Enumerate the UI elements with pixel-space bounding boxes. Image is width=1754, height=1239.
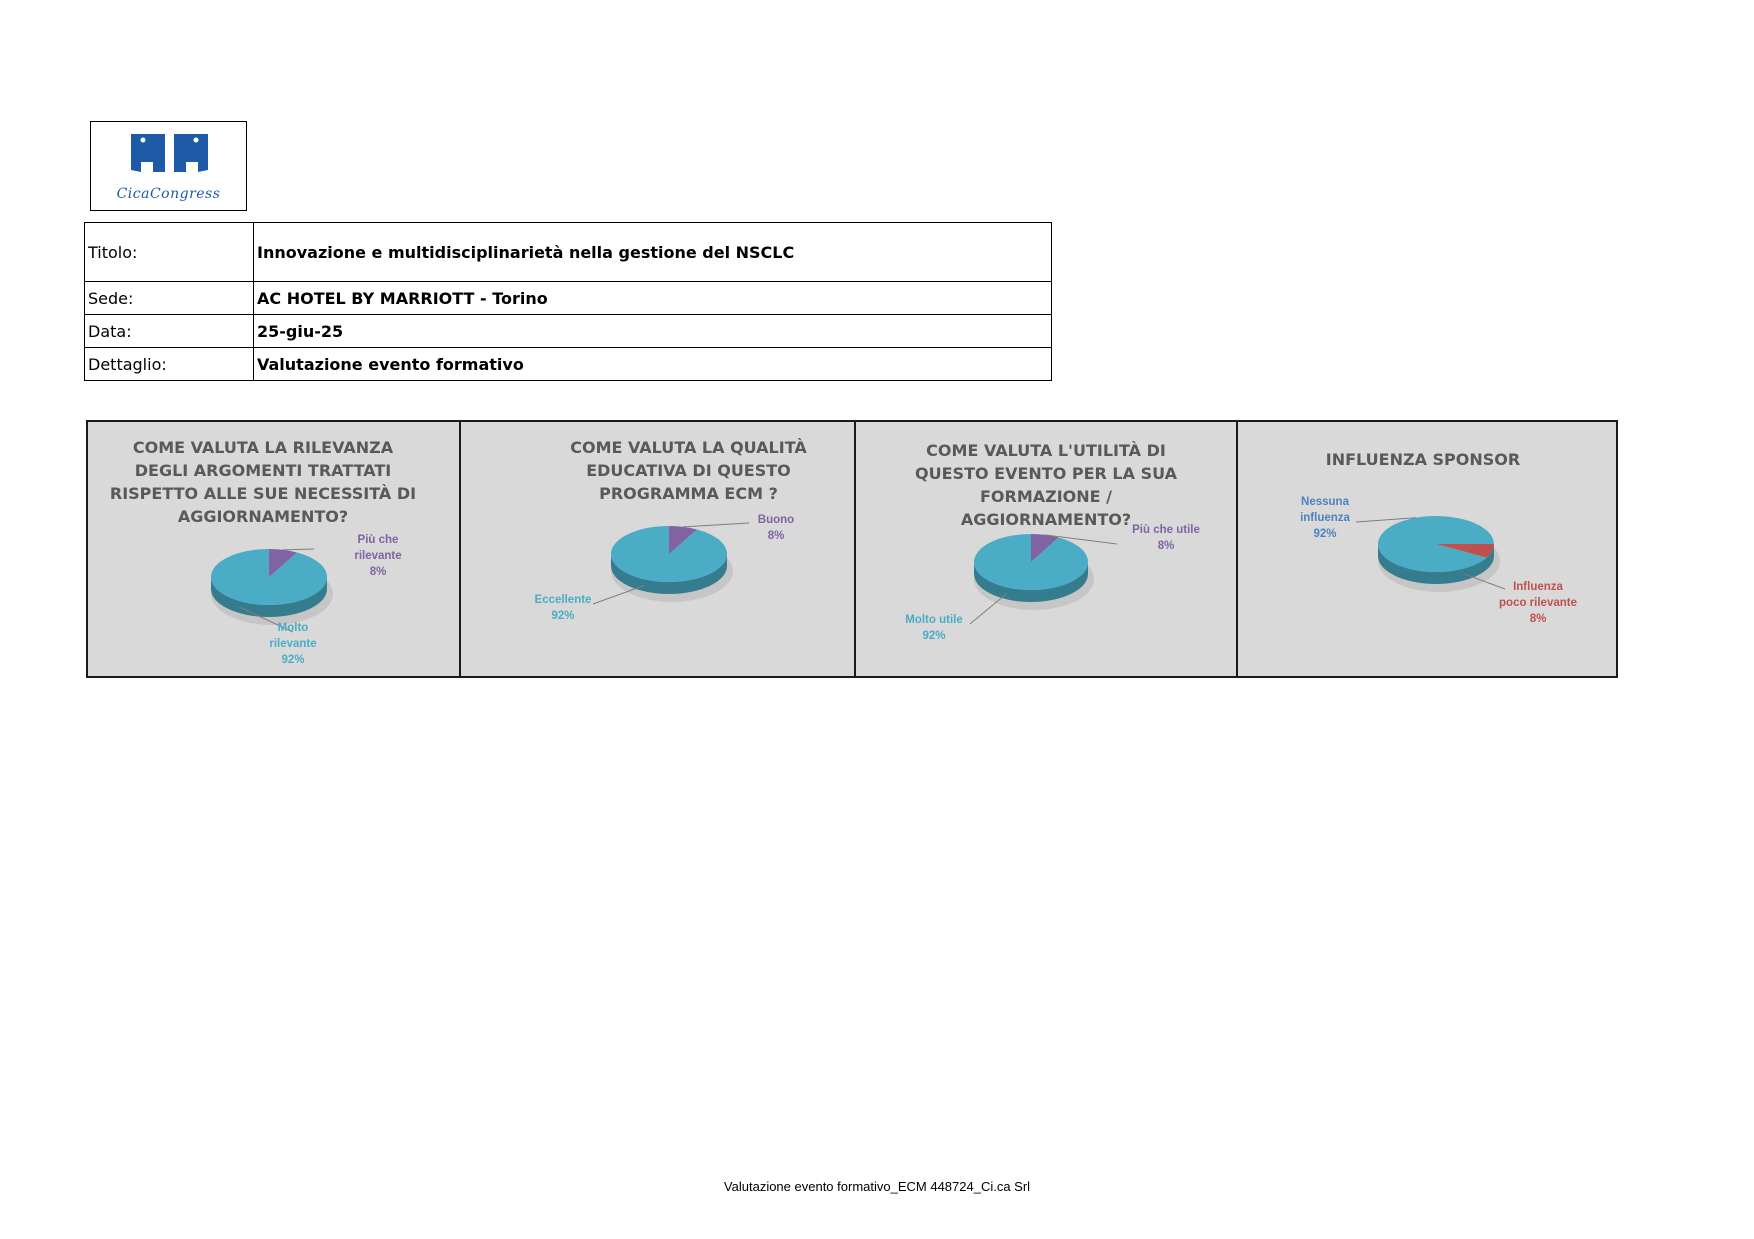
leader-line [683,523,749,527]
chart-panel-quality [459,420,856,678]
leader-line [283,549,314,550]
logo-text: CicaCongress [116,186,221,202]
data-label-name: Più che utile [1132,524,1200,536]
data-label-name: Buono [757,514,795,526]
chart-panel-sponsor [1236,420,1618,678]
info-label: Titolo: [85,223,254,282]
data-label-name: Nessuna influenza [1300,496,1350,524]
info-label: Dettaglio: [85,348,254,381]
data-label-name: Molto utile [905,614,963,626]
data-label [751,512,801,544]
data-label-name: Molto rilevante [269,622,317,650]
info-row-sede [85,282,1052,315]
data-label-value: 92% [922,630,946,642]
data-label [523,592,603,624]
info-label: Data: [85,315,254,348]
chart-panel-utility [854,420,1238,678]
data-label-name: Eccellente [534,594,592,606]
charts-row [86,420,1620,680]
data-label [1290,494,1360,542]
logo [90,121,247,211]
page-footer: Valutazione evento formativo_ECM 448724_Ci.ca Srl [723,1179,1031,1194]
info-row-data [85,315,1052,348]
event-info-table [84,222,1052,381]
info-value: Innovazione e multidisciplinarietà nella gestione del NSCLC [254,223,1052,282]
info-row-dettaglio [85,348,1052,381]
data-label-value: 92% [281,654,305,666]
data-label [1498,579,1578,627]
data-label [343,532,413,580]
info-value: Valutazione evento formativo [254,348,1052,381]
info-label: Sede: [85,282,254,315]
pie-chart [461,422,858,680]
info-value: 25-giu-25 [254,315,1052,348]
data-label [258,620,328,668]
info-value: AC HOTEL BY MARRIOTT - Torino [254,282,1052,315]
data-label-name: Influenza poco rilevante [1499,581,1577,609]
data-label [894,612,974,644]
data-label-value: 8% [1529,613,1547,625]
chart-panel-relevance [86,420,461,678]
pie-chart [1238,422,1620,680]
data-label-value: 92% [1313,528,1337,540]
data-label-value: 8% [767,530,785,542]
chart-title: COME VALUTA L'UTILITÀ DI QUESTO EVENTO PER LA SUA FORMAZIONE / AGGIORNAMENTO? [915,441,1177,529]
chart-title: INFLUENZA SPONSOR [1325,450,1521,469]
data-label [1116,522,1216,554]
data-label-value: 92% [551,610,575,622]
data-label-value: 8% [369,566,387,578]
chart-title: COME VALUTA LA RILEVANZA DEGLI ARGOMENTI TRATTATI RISPETTO ALLE SUE NECESSITÀ DI AGGIORNAMENTO? [109,438,417,526]
data-label-name: Più che rilevante [354,534,402,562]
info-row-title [85,223,1052,282]
data-label-value: 8% [1157,540,1175,552]
chart-title: COME VALUTA LA QUALITÀ EDUCATIVA DI QUESTO PROGRAMMA ECM ? [570,438,807,503]
